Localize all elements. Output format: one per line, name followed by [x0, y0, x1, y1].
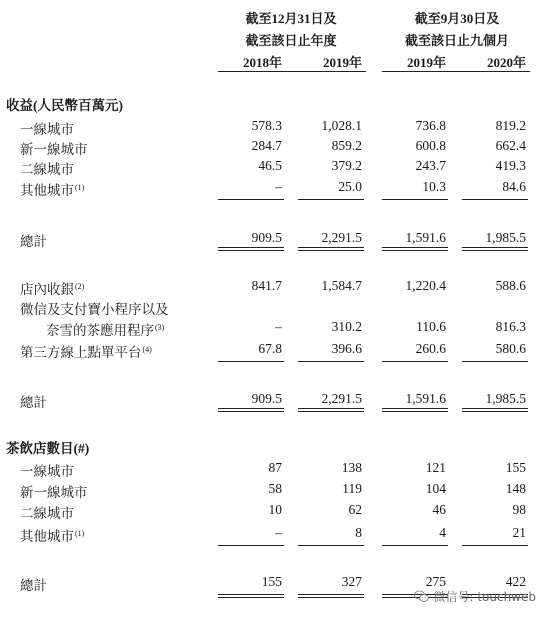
watermark-text: 微信号: touchweb — [433, 590, 536, 604]
row-label-text: 二線城市 — [20, 162, 74, 177]
row-label-text: 二線城市 — [20, 506, 74, 521]
revenue-row-value: 1,028.1 — [321, 118, 362, 133]
channel-row-label — [20, 341, 152, 361]
group-header-year-line2: 截至該日止年度 — [245, 33, 337, 48]
subtotal-rule — [462, 545, 528, 546]
revenue-total-row-value: 909.5 — [251, 230, 282, 245]
revenue-total-row-value: 2,291.5 — [321, 230, 362, 245]
section-title-revenue: 收益(人民幣百萬元) — [6, 98, 123, 113]
footnote-marker: (4) — [142, 344, 152, 354]
total-double-rule — [462, 247, 528, 251]
row-label-text: 店內收銀 — [20, 282, 74, 297]
stores-row-value: 121 — [425, 460, 446, 475]
revenue-row-value: 859.2 — [331, 138, 362, 153]
row-label-text: 微信及支付寶小程序以及 — [20, 302, 169, 317]
total-double-rule — [298, 594, 364, 598]
row-label-text: 總計 — [20, 234, 47, 249]
stores-row-value: 119 — [342, 481, 362, 496]
channel-row-label — [20, 278, 84, 298]
total-double-rule — [218, 594, 284, 598]
channel-total-row-label — [20, 391, 47, 411]
revenue-row-value: 84.6 — [502, 179, 526, 194]
column-header-2019-annual: 2019年 — [322, 55, 362, 70]
stores-row-label — [20, 460, 74, 480]
channel-total-row-value: 2,291.5 — [321, 391, 362, 406]
stores-total-row-value: 155 — [261, 574, 282, 589]
stores-row-value: – — [275, 525, 282, 540]
header-rule-annual — [218, 71, 366, 72]
stores-row-value: 87 — [268, 460, 282, 475]
channel-total-row-value: 1,985.5 — [485, 391, 526, 406]
channel-row-value: 110.6 — [416, 319, 446, 334]
subtotal-rule — [462, 361, 528, 362]
row-label-text: 新一線城市 — [20, 485, 88, 500]
stores-total-row-value: 327 — [341, 574, 362, 589]
row-label-text: 總計 — [20, 395, 47, 410]
channel-row-value: 396.6 — [331, 341, 362, 356]
stores-row-label — [20, 481, 88, 501]
total-double-rule — [462, 408, 528, 412]
channel-row-value: 260.6 — [415, 341, 446, 356]
group-header-nine-line2: 截至該日止九個月 — [404, 33, 509, 48]
footnote-marker: (3) — [155, 322, 165, 332]
subtotal-rule — [298, 361, 364, 362]
revenue-row-value: 662.4 — [495, 138, 526, 153]
revenue-row-label — [20, 179, 84, 199]
row-label-text: 其他城市 — [20, 529, 74, 544]
subtotal-rule — [382, 199, 448, 200]
revenue-row-value: 243.7 — [415, 158, 446, 173]
revenue-row-value: 736.8 — [415, 118, 446, 133]
stores-row-value: 155 — [505, 460, 526, 475]
channel-row-value: 1,584.7 — [321, 278, 362, 293]
total-double-rule — [218, 408, 284, 412]
subtotal-rule — [218, 199, 284, 200]
row-label-text: 總計 — [20, 578, 47, 593]
revenue-row-value: – — [275, 179, 282, 194]
footnote-marker: (1) — [75, 528, 85, 538]
stores-row-value: 21 — [512, 525, 526, 540]
group-header-year-line1: 截至12月31日及 — [245, 11, 337, 26]
channel-row-value: 580.6 — [495, 341, 526, 356]
channel-row-value: 1,220.4 — [405, 278, 446, 293]
channel-row-label — [46, 319, 164, 339]
stores-row-value: 10 — [268, 502, 282, 517]
footnote-marker: (2) — [75, 281, 85, 291]
revenue-total-row-value: 1,591.6 — [405, 230, 446, 245]
revenue-row-value: 46.5 — [258, 158, 282, 173]
revenue-total-row-value: 1,985.5 — [485, 230, 526, 245]
total-double-rule — [382, 247, 448, 251]
revenue-row-label — [20, 138, 88, 158]
revenue-total-row-label — [20, 230, 47, 250]
revenue-row-value: 379.2 — [331, 158, 362, 173]
stores-row-value: 98 — [512, 502, 526, 517]
stores-row-label — [20, 502, 74, 522]
row-label-text: 一線城市 — [20, 464, 74, 479]
channel-row-value: 67.8 — [258, 341, 282, 356]
stores-row-value: 4 — [439, 525, 446, 540]
stores-row-value: 58 — [268, 481, 282, 496]
row-label-text: 一線城市 — [20, 122, 74, 137]
channel-total-row-value: 909.5 — [251, 391, 282, 406]
channel-total-row-value: 1,591.6 — [405, 391, 446, 406]
watermark — [414, 588, 536, 605]
revenue-row-value: 25.0 — [338, 179, 362, 194]
channel-row-value: – — [275, 319, 282, 334]
subtotal-rule — [298, 545, 364, 546]
stores-row-value: 8 — [355, 525, 362, 540]
channel-row-value: 816.3 — [495, 319, 526, 334]
subtotal-rule — [218, 361, 284, 362]
column-header-2018: 2018年 — [242, 55, 282, 70]
total-double-rule — [218, 247, 284, 251]
stores-row-value: 148 — [505, 481, 526, 496]
subtotal-rule — [298, 199, 364, 200]
total-double-rule — [298, 408, 364, 412]
revenue-row-value: 10.3 — [422, 179, 446, 194]
row-label-text: 第三方線上點單平台 — [20, 345, 142, 360]
wechat-icon — [414, 590, 429, 603]
subtotal-rule — [218, 545, 284, 546]
stores-row-value: 62 — [348, 502, 362, 517]
channel-row-value: 588.6 — [495, 278, 526, 293]
group-header-nine-line1: 截至9月30日及 — [414, 11, 500, 26]
channel-row-value: 310.2 — [331, 319, 362, 334]
revenue-row-value: 578.3 — [251, 118, 282, 133]
row-label-text: 奈雪的茶應用程序 — [46, 323, 154, 338]
column-header-2019-nine: 2019年 — [406, 55, 446, 70]
stores-total-row-label — [20, 574, 47, 594]
revenue-row-value: 284.7 — [251, 138, 282, 153]
revenue-row-label — [20, 118, 74, 138]
revenue-row-value: 600.8 — [415, 138, 446, 153]
column-header-2020: 2020年 — [486, 55, 526, 70]
footnote-marker: (1) — [75, 182, 85, 192]
stores-total-row-value: 275 — [425, 574, 446, 589]
header-rule-nine — [382, 71, 530, 72]
stores-total-row-value: 422 — [505, 574, 526, 589]
revenue-row-label — [20, 158, 74, 178]
stores-row-label — [20, 525, 84, 545]
total-double-rule — [298, 247, 364, 251]
stores-row-value: 138 — [341, 460, 362, 475]
subtotal-rule — [382, 361, 448, 362]
section-title-stores: 茶飲店數目(#) — [6, 441, 90, 456]
subtotal-rule — [462, 199, 528, 200]
channel-row-value: 841.7 — [251, 278, 282, 293]
row-label-text: 新一線城市 — [20, 142, 88, 157]
row-label-text: 其他城市 — [20, 183, 74, 198]
stores-row-value: 104 — [425, 481, 446, 496]
total-double-rule — [382, 408, 448, 412]
revenue-row-value: 419.3 — [495, 158, 526, 173]
stores-row-value: 46 — [432, 502, 446, 517]
channel-row-label — [20, 298, 169, 318]
revenue-row-value: 819.2 — [495, 118, 526, 133]
subtotal-rule — [382, 545, 448, 546]
